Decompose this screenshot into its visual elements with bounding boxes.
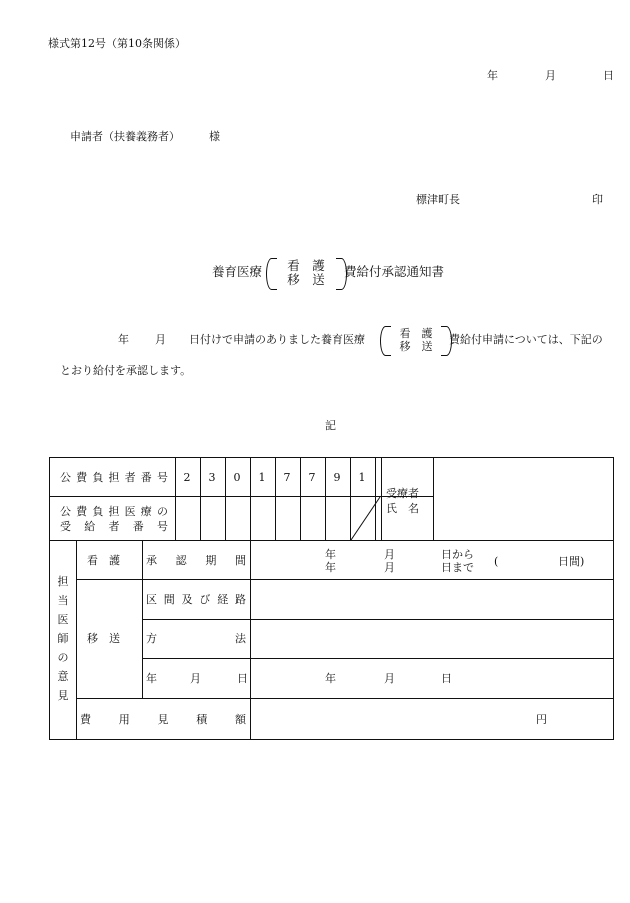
payer-digit: 7 [283,471,291,484]
ki-heading: 記 [325,419,336,432]
body-option-nursing: 看 護 [399,327,433,340]
payer-digit: 2 [183,471,191,484]
recipient-label-char: 者 [108,520,120,533]
vline-field-label [250,540,251,739]
form-number: 様式第12号（第10条関係） [48,37,186,50]
recipient-label-char: 費 [76,505,88,518]
vline-d4 [275,458,276,540]
period-label-char: 期 [205,554,217,567]
cost-label-char: 額 [235,713,246,726]
period-label-char: 承 [146,554,157,567]
payer-label-char: 費 [76,471,88,484]
doctor-opinion-label [57,572,69,705]
hline-method [142,658,613,659]
doctor-opinion-char: 師 [57,632,69,645]
hline-row2 [50,540,613,541]
title-option-nursing: 看 護 [287,258,325,273]
payer-digit: 1 [258,471,266,484]
transport-label: 移 送 [87,632,120,645]
hline-nursing [76,579,613,580]
recipient-label-char: 担 [108,505,120,518]
date-month: 月 [545,69,556,82]
vline-category [142,540,143,698]
period-year-2: 年 [325,561,336,574]
recipient-label-char: 医 [124,505,136,518]
payer-label-char: 号 [156,471,168,484]
route-label [146,594,246,605]
period-label-char: 間 [234,554,246,567]
cost-label-char: 積 [196,713,208,726]
payer-digit: 7 [308,471,316,484]
patient-label-line2: 氏 名 [386,502,419,515]
doctor-opinion-char: 医 [57,613,69,626]
body-options [388,327,444,353]
hline-cost [76,698,613,699]
diagonal-slash [350,496,381,540]
vline-patient [381,458,382,540]
payer-digit: 3 [208,471,216,484]
recipient-label-char: 番 [132,520,144,533]
vline-d6 [325,458,326,540]
title-option-transport: 移 送 [287,272,325,287]
issuer-name: 標津町長 [416,193,460,206]
payer-digit: 0 [233,471,241,484]
details-table [49,457,614,740]
doctor-opinion-char: 当 [57,594,69,607]
transport-value-year: 年 [325,672,336,685]
transport-year: 年 [146,672,157,685]
body-text-1: 日付けで申請のありました養育医療 [189,333,365,346]
payer-label-char: 負 [92,471,104,484]
transport-month: 月 [190,672,201,685]
payer-label-char: 担 [108,471,120,484]
nursing-label: 看 護 [87,554,120,567]
route-label-char: 経 [217,593,229,606]
vline-patient-value [433,458,434,540]
payer-digit: 9 [333,471,341,484]
body-option-transport: 移 送 [399,340,433,353]
transport-value-day: 日 [441,672,452,685]
body-month: 月 [155,333,166,346]
doctor-opinion-char: の [57,651,69,664]
title-suffix: 費給付承認通知書 [344,264,445,279]
issuer-seal: 印 [592,193,603,206]
vline-d1 [200,458,201,540]
addressee-honorific: 様 [209,130,220,143]
recipient-label-line1 [60,506,168,517]
route-label-char: 区 [146,593,157,606]
vline-d2 [225,458,226,540]
body-text-2: 費給付申請については、下記の [449,333,603,346]
title-prefix: 養育医療 [212,264,263,279]
approval-period-label [146,555,246,566]
period-label-char: 認 [175,554,187,567]
payer-number-label [60,472,168,483]
days-label: 日間) [558,555,585,568]
days-paren-open: ( [494,555,499,568]
recipient-label-line2 [60,521,168,532]
cost-label-char: 用 [118,713,130,726]
patient-label-line1: 受療者 [386,487,419,500]
vline-d5 [300,458,301,540]
payer-label-char: 番 [140,471,152,484]
doctor-opinion-char: 意 [57,670,69,683]
recipient-label-char: 受 [60,520,71,533]
transport-value-month: 月 [384,672,395,685]
body-year: 年 [118,333,129,346]
route-label-char: 及 [181,593,193,606]
cost-label-char: 費 [80,713,91,726]
payer-label-char: 者 [124,471,136,484]
cost-unit: 円 [536,713,547,726]
title-options [276,259,336,287]
recipient-label-char: 号 [157,520,168,533]
doctor-opinion-char: 見 [57,689,69,702]
body-line-2: とおり給付を承認します。 [60,364,192,377]
period-year-1: 年 [325,548,336,561]
doctor-opinion-char: 担 [57,575,69,588]
method-label [146,633,246,644]
hline-route [142,619,613,620]
route-label-char: 路 [234,593,246,606]
transport-day: 日 [237,672,248,685]
vline-d3 [250,458,251,540]
method-label-char: 方 [146,632,157,645]
route-label-char: 間 [163,593,175,606]
vline-opinion [76,540,77,739]
payer-label-char: 公 [60,471,71,484]
payer-digit: 1 [358,471,366,484]
route-label-char: び [199,593,211,606]
recipient-label-char: 公 [60,505,71,518]
recipient-label-char: 給 [84,520,96,533]
recipient-label-char: 負 [92,505,104,518]
period-from: 日から [441,548,474,561]
period-month-2: 月 [384,561,395,574]
date-day: 日 [603,69,614,82]
recipient-label-char: の [156,505,168,518]
addressee-label: 申請者（扶養義務者） [70,130,180,143]
method-label-char: 法 [235,632,246,645]
vline-label [175,458,176,540]
date-year: 年 [487,69,498,82]
period-month-1: 月 [384,548,395,561]
cost-label-char: 見 [157,713,169,726]
period-to: 日まで [441,561,474,574]
recipient-label-char: 療 [140,505,152,518]
cost-estimate-label [80,714,246,725]
